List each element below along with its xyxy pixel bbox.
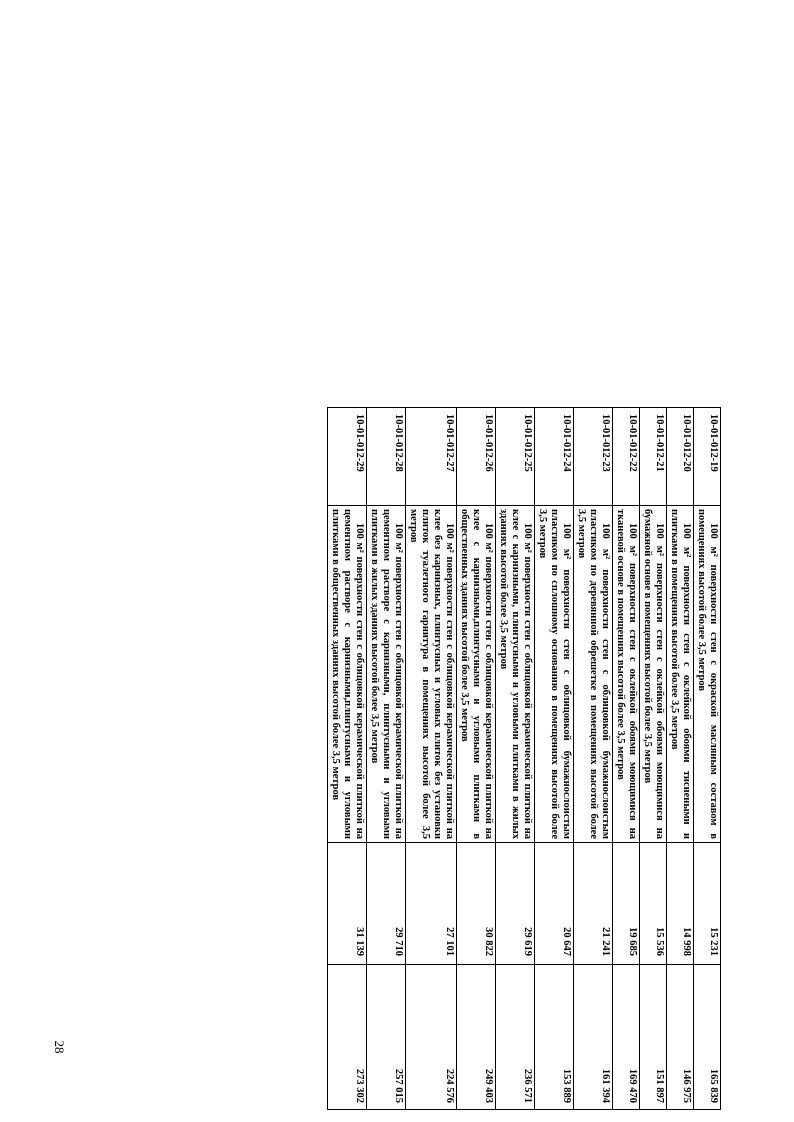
row-value-2: 169 470 (613, 965, 640, 1110)
row-description: 100 м² поверхности стен с оклейкой обоями тиснеными и плитками в помещениях высотой более 3,5 метров (667, 506, 694, 843)
row-value-1: 14 998 (667, 843, 694, 965)
row-code: 10-01-012-29 (328, 408, 367, 506)
row-code: 10-01-012-27 (406, 408, 457, 506)
row-value-2: 249 403 (457, 965, 496, 1110)
row-code: 10-01-012-20 (667, 408, 694, 506)
row-code: 10-01-012-25 (496, 408, 535, 506)
row-description: 100 м² поверхности стен с облицовкой керамической плиткой на цементном растворе с карнизными,плинтусными и угловыми плитками в общественных зданиях высотой более 3,5 метров (328, 506, 367, 843)
row-value-1: 21 241 (574, 843, 613, 965)
row-description: 100 м² поверхности стен с облицовкой керамической плиткой на клее с карнизными,плинтусными и угловыми плитками в общественных зданиях высотой более 3,5 метров (457, 506, 496, 843)
row-value-1: 19 685 (613, 843, 640, 965)
row-code: 10-01-012-19 (694, 408, 721, 506)
row-code: 10-01-012-23 (574, 408, 613, 506)
table-row (367, 408, 406, 1110)
table-row (640, 408, 667, 1110)
table-row (457, 408, 496, 1110)
table-row (496, 408, 535, 1110)
row-value-2: 257 015 (367, 965, 406, 1110)
row-code: 10-01-012-24 (535, 408, 574, 506)
rotated-table-frame (141, 407, 721, 1103)
row-value-1: 15 536 (640, 843, 667, 965)
table-row (406, 408, 457, 1110)
row-description: 100 м² поверхности стен с оклейкой обоями моющимися на бумажной основе в помещениях высотой более 3,5 метров (640, 506, 667, 843)
row-code: 10-01-012-22 (613, 408, 640, 506)
row-value-2: 273 302 (328, 965, 367, 1110)
row-value-1: 20 647 (535, 843, 574, 965)
table-row (613, 408, 640, 1110)
row-description: 100 м² поверхности стен с окраской масляным составом в помещениях высотой более 3,5 метров (694, 506, 721, 843)
row-value-1: 15 231 (694, 843, 721, 965)
table-row (694, 408, 721, 1110)
row-value-2: 153 889 (535, 965, 574, 1110)
row-code: 10-01-012-26 (457, 408, 496, 506)
price-table (327, 407, 721, 1110)
row-value-2: 236 571 (496, 965, 535, 1110)
row-code: 10-01-012-21 (640, 408, 667, 506)
row-value-1: 29 619 (496, 843, 535, 965)
page-number: 28 (52, 1040, 67, 1054)
row-value-2: 151 897 (640, 965, 667, 1110)
row-value-1: 31 139 (328, 843, 367, 965)
row-value-2: 161 394 (574, 965, 613, 1110)
table-row (574, 408, 613, 1110)
row-description: 100 м² поверхности стен с облицовкой бумажнослоистым пластиком по деревянной обрешетке в помещениях высотой более 3,5 метров (574, 506, 613, 843)
row-value-2: 224 576 (406, 965, 457, 1110)
row-description: 100 м² поверхности стен с облицовкой керамической плиткой на клее с карнизными, плинтусными и угловыми плитками в жилых зданиях высотой более 3,5 метров (496, 506, 535, 843)
table-row (667, 408, 694, 1110)
table-row (535, 408, 574, 1110)
row-description: 100 м² поверхности стен с облицовкой керамической плиткой на цементном растворе с карнизными, плинтусными и угловыми плитками в жилых зданиях высотой более 3,5 метров (367, 506, 406, 843)
row-description: 100 м² поверхности стен с облицовкой керамической плиткой на клее без карнизных, плинтусных и угловых плиток без установки плиток туалетного гарнитура в помещениях высотой более 3,5 метров (406, 506, 457, 843)
row-value-1: 30 822 (457, 843, 496, 965)
row-value-1: 27 101 (406, 843, 457, 965)
row-description: 100 м² поверхности стен с облицовкой бумажнослоистым пластиком по сплошному основанию в помещениях высотой более 3,5 метров (535, 506, 574, 843)
row-description: 100 м² поверхности стен с оклейкой обоями моющимися на тканевой основе в помещениях высотой более 3,5 метров (613, 506, 640, 843)
table-row (328, 408, 367, 1110)
row-value-2: 165 839 (694, 965, 721, 1110)
rotated-table-container (141, 407, 721, 1103)
row-code: 10-01-012-28 (367, 408, 406, 506)
row-value-1: 29 710 (367, 843, 406, 965)
row-value-2: 146 975 (667, 965, 694, 1110)
